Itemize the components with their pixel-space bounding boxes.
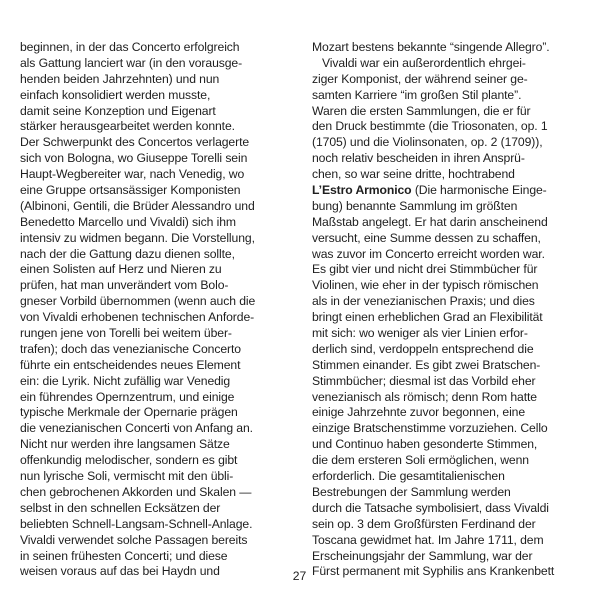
line-text: Es gibt vier und nicht drei Stimmbücher für xyxy=(312,262,538,277)
line-text: und Continuo haben gesonderte Stimmen, xyxy=(312,437,538,452)
text-line xyxy=(312,119,584,135)
line-text: als Gattung lanciert war (in den vorausge- xyxy=(20,55,243,70)
line-text: den Druck bestimmte (die Triosonaten, op. 1 xyxy=(312,119,548,134)
text-line xyxy=(312,326,584,342)
text-line xyxy=(312,485,584,501)
text-line xyxy=(20,104,292,120)
line-text: Bestrebungen der Sammlung werden xyxy=(312,484,511,499)
line-text: ein: die Lyrik. Nicht zufällig war Venedig xyxy=(20,373,231,388)
text-line xyxy=(20,151,292,167)
text-line xyxy=(312,215,584,231)
text-line xyxy=(312,135,584,151)
text-line xyxy=(20,88,292,104)
text-line xyxy=(20,183,292,199)
line-text: Stimmen einander. Es gibt zwei Bratschen- xyxy=(312,357,541,372)
text-line xyxy=(312,421,584,437)
line-text: chen, so war seine dritte, hochtrabend xyxy=(312,167,515,182)
text-line xyxy=(312,40,584,56)
text-line xyxy=(312,437,584,453)
text-line xyxy=(20,56,292,72)
line-text: damit seine Konzeption und Eigenart xyxy=(20,103,216,118)
text-line xyxy=(20,119,292,135)
line-text: typische Merkmale der Opernarie prägen xyxy=(20,405,238,420)
line-text: nun lyrische Soli, vermischt mit den übli- xyxy=(20,469,234,484)
line-text: als in der venezianischen Praxis; und dies xyxy=(312,294,535,309)
line-text: Fürst permanent mit Syphilis ans Krankenbett xyxy=(312,564,555,579)
text-line xyxy=(312,453,584,469)
line-text: Der Schwerpunkt des Concertos verlagerte xyxy=(20,135,250,150)
text-line xyxy=(312,278,584,294)
line-text: führte ein entscheidendes neues Element xyxy=(20,357,241,372)
line-text: Violinen, wie eher in der typisch römischen xyxy=(312,278,539,293)
line-text: (Die harmonische Einge- xyxy=(411,183,547,198)
line-text: mit sich: wo weniger als vier Linien erfor- xyxy=(312,326,528,341)
text-line xyxy=(20,247,292,263)
line-text: einfach konsolidiert werden musste, xyxy=(20,87,211,102)
line-text: beginnen, in der das Concerto erfolgreich xyxy=(20,40,240,54)
text-line xyxy=(20,501,292,517)
line-text: weisen voraus auf das bei Haydn und xyxy=(20,564,220,579)
text-line xyxy=(312,167,584,183)
line-text: samten Karriere “im großen Stil plante”. xyxy=(312,87,522,102)
page-number: 27 xyxy=(292,569,307,583)
line-text: Mozart bestens bekannte “singende Allegro”. xyxy=(312,40,550,54)
bold-title: L’Estro Armonico xyxy=(312,183,412,198)
line-text: sich von Bologna, wo Giuseppe Torelli sein xyxy=(20,151,248,166)
text-line xyxy=(312,533,584,549)
text-line xyxy=(20,549,292,565)
line-text: Benedetto Marcello und Vivaldi) sich ihm xyxy=(20,214,236,229)
text-line xyxy=(312,517,584,533)
line-text: eine Gruppe ortsansässiger Komponisten xyxy=(20,183,241,198)
line-text: Erscheinungsjahr der Sammlung, war der xyxy=(312,548,533,563)
text-line xyxy=(20,485,292,501)
text-line xyxy=(20,294,292,310)
line-text: gneser Vorbild übernommen (wenn auch die xyxy=(20,294,256,309)
line-text: Nicht nur werden ihre langsamen Sätze xyxy=(20,437,230,452)
text-line xyxy=(312,88,584,104)
line-text: Waren die ersten Sammlungen, die er für xyxy=(312,103,531,118)
line-text: Vivaldi verwendet solche Passagen bereits xyxy=(20,532,248,547)
text-line xyxy=(312,151,584,167)
text-line xyxy=(312,104,584,120)
line-text: die dem ersteren Soli ermöglichen, wenn xyxy=(312,453,529,468)
line-text: Toscana gewidmet hat. Im Jahre 1711, dem xyxy=(312,532,544,547)
text-line xyxy=(312,469,584,485)
text-line xyxy=(20,262,292,278)
text-line xyxy=(20,326,292,342)
text-line xyxy=(312,358,584,374)
text-line xyxy=(312,56,584,72)
text-line xyxy=(20,278,292,294)
text-line xyxy=(20,342,292,358)
line-text: nach der die Gattung dazu dienen sollte, xyxy=(20,246,235,261)
line-text: noch relativ bescheiden in ihren Ansprü- xyxy=(312,151,525,166)
text-line xyxy=(20,405,292,421)
line-text: einzige Bratschenstimme vorzuziehen. Cello xyxy=(312,421,548,436)
line-text: Haupt-Wegbereiter war, nach Venedig, wo xyxy=(20,167,245,182)
text-line xyxy=(20,310,292,326)
line-text: trafen); doch das venezianische Concerto xyxy=(20,341,241,356)
right-text-column xyxy=(312,40,584,580)
line-text: erforderlich. Die gesamtitalienischen xyxy=(312,469,505,484)
text-line xyxy=(20,72,292,88)
line-text: beliebten Schnell-Langsam-Schnell-Anlage. xyxy=(20,516,253,531)
line-text: henden beiden Jahrzehnten) und nun xyxy=(20,71,220,86)
text-line xyxy=(20,215,292,231)
line-text: bringt einen erheblichen Grad an Flexibilität xyxy=(312,310,543,325)
text-line xyxy=(312,549,584,565)
line-text: Stimmbücher; diesmal ist das Vorbild eher xyxy=(312,373,536,388)
text-line xyxy=(312,342,584,358)
text-line xyxy=(20,40,292,56)
line-text: von Vivaldi erhobenen technischen Anforde- xyxy=(20,310,255,325)
line-text: intensiv zu widmen begann. Die Vorstellung, xyxy=(20,230,255,245)
text-line xyxy=(20,358,292,374)
text-line xyxy=(20,390,292,406)
text-line xyxy=(20,231,292,247)
text-line xyxy=(312,199,584,215)
line-text: ziger Komponist, der während seiner ge- xyxy=(312,71,528,86)
text-line xyxy=(20,469,292,485)
text-line xyxy=(20,167,292,183)
line-text: (1705) und die Violinsonaten, op. 2 (1709)), xyxy=(312,135,543,150)
line-text: einen Solisten auf Herz und Nieren zu xyxy=(20,262,222,277)
text-line xyxy=(20,199,292,215)
line-text: offenkundig melodischer, sondern es gibt xyxy=(20,453,238,468)
line-text: venezianisch als römisch; denn Rom hatte xyxy=(312,389,537,404)
text-line xyxy=(312,310,584,326)
text-line xyxy=(20,437,292,453)
line-text: in seinen frühesten Concerti; und diese xyxy=(20,548,228,563)
line-text: (Albinoni, Gentili, die Brüder Alessandro und xyxy=(20,198,255,213)
text-line xyxy=(20,517,292,533)
text-line xyxy=(312,247,584,263)
line-text: einige Jahrzehnte zuvor begonnen, eine xyxy=(312,405,526,420)
line-text: rungen jene von Torelli bei weitem über- xyxy=(20,326,232,341)
text-line xyxy=(312,72,584,88)
line-text: durch die Tatsache symbolisiert, dass Vivaldi xyxy=(312,500,549,515)
left-text-column xyxy=(20,40,292,580)
line-text: versucht, eine Summe dessen zu schaffen, xyxy=(312,230,541,245)
line-text: bung) benannte Sammlung im größten xyxy=(312,198,518,213)
text-line xyxy=(312,231,584,247)
text-line xyxy=(20,135,292,151)
line-text: prüfen, hat man unverändert vom Bolo- xyxy=(20,278,229,293)
line-text: selbst in den schnellen Ecksätzen der xyxy=(20,500,221,515)
line-text: Vivaldi war ein außerordentlich ehrgei- xyxy=(322,55,526,70)
text-line xyxy=(312,262,584,278)
line-text: Maßstab angelegt. Er hat darin anscheinend xyxy=(312,214,548,229)
text-line xyxy=(312,390,584,406)
text-line xyxy=(20,421,292,437)
text-line xyxy=(20,533,292,549)
line-text: sein op. 3 dem Großfürsten Ferdinand der xyxy=(312,516,536,531)
line-text: derlich sind, verdoppeln entsprechend die xyxy=(312,341,534,356)
text-line xyxy=(20,453,292,469)
text-line xyxy=(20,374,292,390)
line-text: was zuvor im Concerto erreicht worden war. xyxy=(312,246,545,261)
text-line xyxy=(312,294,584,310)
line-text: chen gebrochenen Akkorden und Skalen — xyxy=(20,484,252,499)
text-line xyxy=(312,183,584,199)
line-text: stärker herausgearbeitet werden konnte. xyxy=(20,119,235,134)
text-line xyxy=(312,501,584,517)
text-line xyxy=(312,374,584,390)
text-line xyxy=(312,405,584,421)
line-text: die venezianischen Concerti von Anfang an. xyxy=(20,421,253,436)
line-text: ein führendes Opernzentrum, und einige xyxy=(20,389,235,404)
